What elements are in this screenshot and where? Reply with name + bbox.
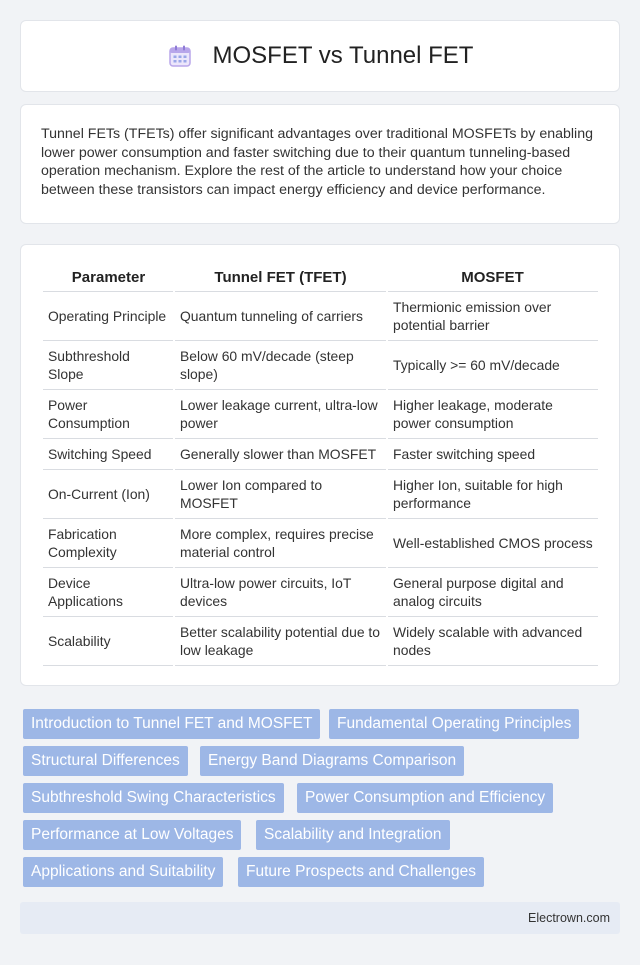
title-card xyxy=(20,20,620,92)
table-row xyxy=(43,389,598,438)
tag-future-prospects[interactable]: Future Prospects and Challenges xyxy=(238,857,484,887)
cell-mosfet: Widely scalable with advanced nodes xyxy=(387,616,598,665)
page-title: MOSFET vs Tunnel FET xyxy=(212,42,474,69)
comparison-table xyxy=(43,265,598,666)
header-parameter: Parameter xyxy=(43,265,174,291)
cell-parameter: Operating Principle xyxy=(43,291,174,340)
cell-tfet: Quantum tunneling of carriers xyxy=(174,291,387,340)
intro-text: Tunnel FETs (TFETs) offer significant advantages over traditional MOSFETs by enabling lower power consumption and faster switching due to their quantum tunneling-based operation mechanism. Explore the rest of the article to understand how your choice between these transistors can impact energy efficiency and device performance. xyxy=(41,126,593,198)
table-header-row xyxy=(43,265,598,291)
tag-operating-principles[interactable]: Fundamental Operating Principles xyxy=(329,709,579,739)
cell-tfet: Lower leakage current, ultra-low power xyxy=(174,389,387,438)
cell-parameter: Scalability xyxy=(43,616,174,665)
header-mosfet: MOSFET xyxy=(387,265,598,291)
cell-parameter: Power Consumption xyxy=(43,389,174,438)
tag-subthreshold-swing[interactable]: Subthreshold Swing Characteristics xyxy=(23,783,284,813)
table-row xyxy=(43,291,598,340)
tag-applications[interactable]: Applications and Suitability xyxy=(23,857,223,887)
cell-mosfet: General purpose digital and analog circuits xyxy=(387,567,598,616)
table-row xyxy=(43,469,598,518)
cell-parameter: Fabrication Complexity xyxy=(43,518,174,567)
cell-mosfet: Typically >= 60 mV/decade xyxy=(387,340,598,389)
cell-tfet: Better scalability potential due to low leakage xyxy=(174,616,387,665)
tag-structural-differences[interactable]: Structural Differences xyxy=(23,746,188,776)
table-row xyxy=(43,340,598,389)
comparison-table-card xyxy=(20,244,620,686)
cell-parameter: Device Applications xyxy=(43,567,174,616)
header-tfet: Tunnel FET (TFET) xyxy=(174,265,387,291)
tag-energy-band-diagrams[interactable]: Energy Band Diagrams Comparison xyxy=(200,746,464,776)
cell-mosfet: Faster switching speed xyxy=(387,438,598,469)
cell-tfet: Below 60 mV/decade (steep slope) xyxy=(174,340,387,389)
intro-card xyxy=(20,104,620,224)
cell-mosfet: Higher leakage, moderate power consumption xyxy=(387,389,598,438)
cell-mosfet: Higher Ion, suitable for high performance xyxy=(387,469,598,518)
footer xyxy=(20,902,620,934)
cell-parameter: Subthreshold Slope xyxy=(43,340,174,389)
table-row xyxy=(43,567,598,616)
footer-brand[interactable]: Electrown.com xyxy=(528,911,610,925)
cell-parameter: Switching Speed xyxy=(43,438,174,469)
cell-tfet: More complex, requires precise material control xyxy=(174,518,387,567)
calendar-icon xyxy=(167,43,193,69)
cell-tfet: Lower Ion compared to MOSFET xyxy=(174,469,387,518)
cell-tfet: Generally slower than MOSFET xyxy=(174,438,387,469)
table-row xyxy=(43,518,598,567)
cell-mosfet: Well-established CMOS process xyxy=(387,518,598,567)
tag-scalability[interactable]: Scalability and Integration xyxy=(256,820,450,850)
cell-mosfet: Thermionic emission over potential barrier xyxy=(387,291,598,340)
tag-introduction[interactable]: Introduction to Tunnel FET and MOSFET xyxy=(23,709,320,739)
table-row xyxy=(43,438,598,469)
cell-tfet: Ultra-low power circuits, IoT devices xyxy=(174,567,387,616)
table-row xyxy=(43,616,598,665)
cell-parameter: On-Current (Ion) xyxy=(43,469,174,518)
tag-low-voltage-performance[interactable]: Performance at Low Voltages xyxy=(23,820,241,850)
tag-power-consumption[interactable]: Power Consumption and Efficiency xyxy=(297,783,553,813)
